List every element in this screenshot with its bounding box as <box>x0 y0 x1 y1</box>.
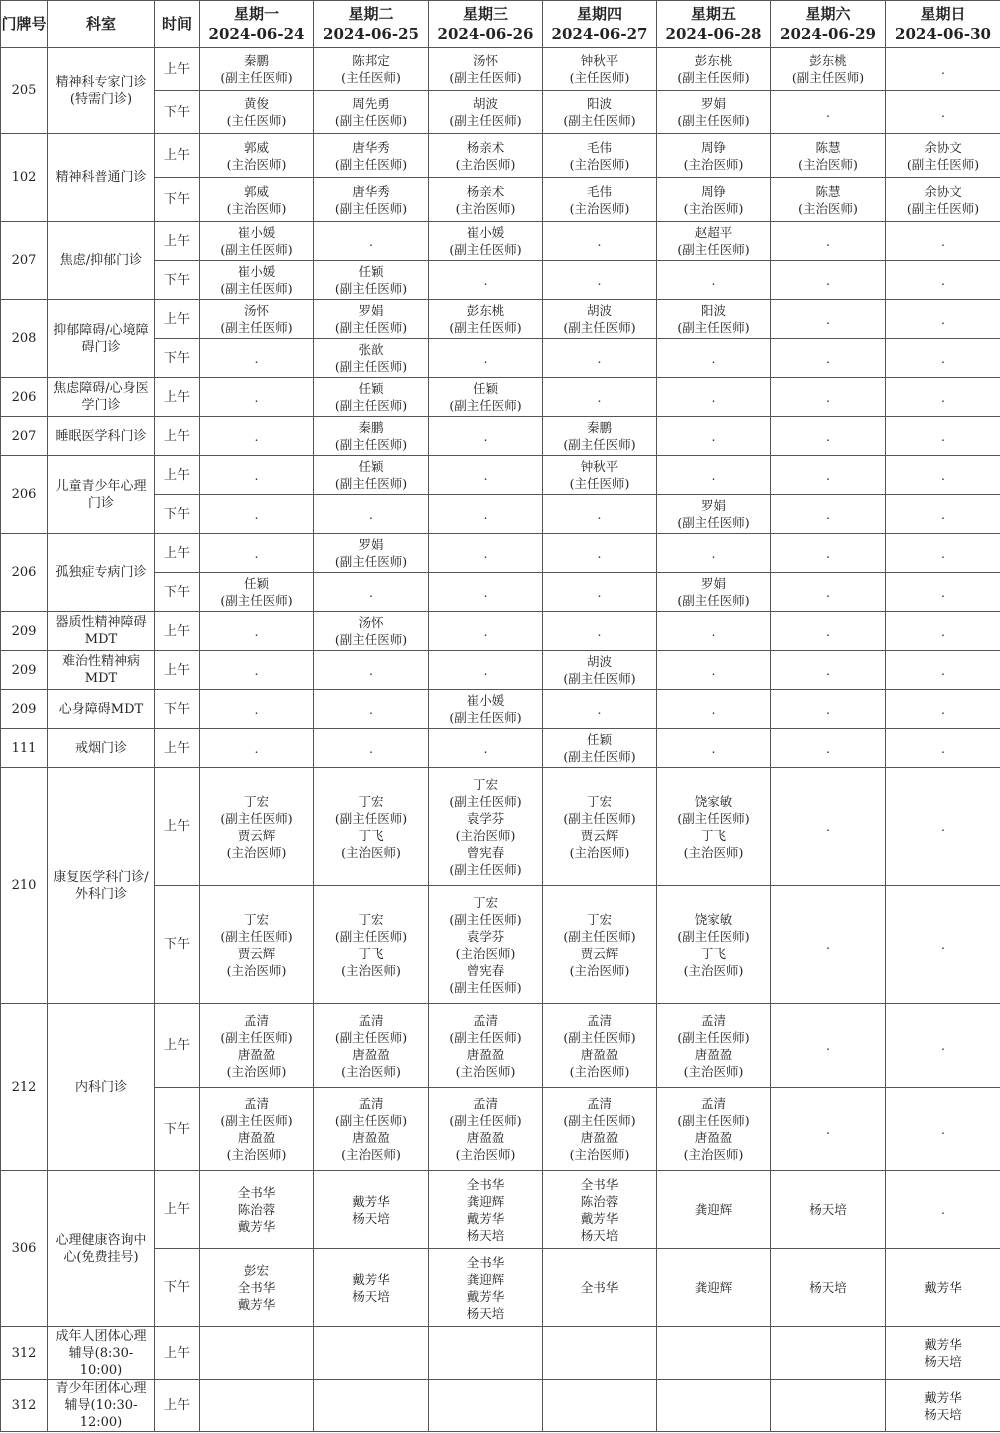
room-number: 207 <box>1 417 48 456</box>
doctor-cell: 孟清 (副主任医师) 唐盈盈 (主治医师) <box>657 1088 771 1171</box>
doctor-cell: . <box>200 495 314 534</box>
doctor-cell: . <box>543 612 657 651</box>
doctor-cell: . <box>771 261 886 300</box>
doctor-cell: 杨亲术 (主治医师) <box>429 178 543 222</box>
doctor-cell <box>657 1327 771 1380</box>
doctor-cell: 唐华秀 (副主任医师) <box>314 134 429 178</box>
room-number: 205 <box>1 48 48 134</box>
day-date: 2024-06-24 <box>208 25 305 43</box>
doctor-cell: . <box>429 261 543 300</box>
department-name: 心身障碍MDT <box>48 690 155 729</box>
room-number: 206 <box>1 534 48 612</box>
doctor-cell: 孟清 (副主任医师) 唐盈盈 (主治医师) <box>429 1088 543 1171</box>
doctor-cell: . <box>771 1088 886 1171</box>
doctor-cell: 汤怀 (副主任医师) <box>314 612 429 651</box>
doctor-cell: . <box>771 456 886 495</box>
doctor-cell: . <box>543 534 657 573</box>
doctor-cell: 唐华秀 (副主任医师) <box>314 178 429 222</box>
department-name: 内科门诊 <box>48 1004 155 1171</box>
doctor-cell: 崔小媛 (副主任医师) <box>429 690 543 729</box>
room-number: 209 <box>1 612 48 651</box>
room-number: 212 <box>1 1004 48 1171</box>
room-number: 207 <box>1 222 48 300</box>
doctor-cell: 阳波 (副主任医师) <box>543 91 657 134</box>
room-number: 208 <box>1 300 48 378</box>
doctor-cell: . <box>200 339 314 378</box>
doctor-cell: 郭威 (主治医师) <box>200 134 314 178</box>
session-time: 上午 <box>155 134 200 178</box>
doctor-cell: 罗娟 (副主任医师) <box>657 495 771 534</box>
doctor-cell: . <box>771 91 886 134</box>
department-name: 青少年团体心理辅导(10:30-12:00) <box>48 1380 155 1432</box>
room-number: 306 <box>1 1171 48 1327</box>
doctor-cell: 罗娟 (副主任医师) <box>314 300 429 339</box>
doctor-cell: 陈邦定 (主任医师) <box>314 48 429 91</box>
doctor-cell: 丁宏 (副主任医师) 贾云辉 (主治医师) <box>543 886 657 1004</box>
header-dept: 科室 <box>48 1 155 48</box>
doctor-cell: . <box>886 1088 1000 1171</box>
session-time: 下午 <box>155 886 200 1004</box>
doctor-cell: . <box>657 690 771 729</box>
session-time: 上午 <box>155 378 200 417</box>
room-number: 206 <box>1 378 48 417</box>
doctor-cell: 全书华 <box>543 1249 657 1327</box>
doctor-cell: . <box>886 729 1000 768</box>
schedule-row <box>1 378 1000 417</box>
department-name: 难治性精神病MDT <box>48 651 155 690</box>
doctor-cell: 全书华 龚迎辉 戴芳华 杨天培 <box>429 1249 543 1327</box>
day-date: 2024-06-26 <box>437 25 534 43</box>
schedule-row <box>1 1327 1000 1380</box>
doctor-cell: . <box>200 378 314 417</box>
doctor-cell <box>314 1327 429 1380</box>
doctor-cell: 杨亲术 (主治医师) <box>429 134 543 178</box>
session-time: 下午 <box>155 495 200 534</box>
doctor-cell: 钟秋平 (主任医师) <box>543 48 657 91</box>
doctor-cell: 丁宏 (副主任医师) 袁学芬 (主治医师) 曾宪春 (副主任医师) <box>429 768 543 886</box>
doctor-cell: 秦鹏 (副主任医师) <box>200 48 314 91</box>
doctor-cell: 任颖 (副主任医师) <box>314 456 429 495</box>
room-number: 209 <box>1 690 48 729</box>
session-time: 下午 <box>155 178 200 222</box>
room-number: 312 <box>1 1327 48 1380</box>
doctor-cell: . <box>886 768 1000 886</box>
doctor-cell: 孟清 (副主任医师) 唐盈盈 (主治医师) <box>543 1088 657 1171</box>
doctor-cell: . <box>543 261 657 300</box>
day-date: 2024-06-28 <box>665 25 762 43</box>
doctor-cell: . <box>771 534 886 573</box>
doctor-cell: 戴芳华 杨天培 <box>314 1171 429 1249</box>
doctor-cell: . <box>429 573 543 612</box>
session-time: 上午 <box>155 534 200 573</box>
doctor-cell: 任颖 (副主任医师) <box>200 573 314 612</box>
schedule-row <box>1 729 1000 768</box>
doctor-cell: . <box>771 495 886 534</box>
doctor-cell: . <box>657 378 771 417</box>
doctor-cell: . <box>886 261 1000 300</box>
session-time: 上午 <box>155 222 200 261</box>
doctor-cell: . <box>771 886 886 1004</box>
doctor-cell: . <box>543 339 657 378</box>
doctor-cell: . <box>886 495 1000 534</box>
doctor-cell: 黄俊 (主任医师) <box>200 91 314 134</box>
doctor-cell: 孟清 (副主任医师) 唐盈盈 (主治医师) <box>543 1004 657 1088</box>
doctor-cell: 崔小媛 (副主任医师) <box>429 222 543 261</box>
doctor-cell: 陈慧 (主治医师) <box>771 134 886 178</box>
doctor-cell: . <box>886 690 1000 729</box>
doctor-cell: 余协文 (副主任医师) <box>886 134 1000 178</box>
doctor-cell: . <box>543 378 657 417</box>
doctor-cell: . <box>771 651 886 690</box>
doctor-cell: . <box>314 222 429 261</box>
doctor-cell: 毛伟 (主治医师) <box>543 134 657 178</box>
doctor-cell: 戴芳华 <box>886 1249 1000 1327</box>
session-time: 上午 <box>155 456 200 495</box>
header-time: 时间 <box>155 1 200 48</box>
doctor-cell: . <box>886 378 1000 417</box>
session-time: 上午 <box>155 651 200 690</box>
schedule-row <box>1 456 1000 495</box>
schedule-row <box>1 690 1000 729</box>
department-name: 焦虑障碍/心身医学门诊 <box>48 378 155 417</box>
schedule-row <box>1 300 1000 339</box>
schedule-body <box>1 48 1000 1432</box>
department-name: 儿童青少年心理门诊 <box>48 456 155 534</box>
doctor-cell: 罗娟 (副主任医师) <box>657 573 771 612</box>
doctor-cell: 丁宏 (副主任医师) 丁飞 (主治医师) <box>314 886 429 1004</box>
doctor-cell: 秦鹏 (副主任医师) <box>314 417 429 456</box>
doctor-cell: . <box>200 456 314 495</box>
doctor-cell: 戴芳华 杨天培 <box>886 1327 1000 1380</box>
schedule-row <box>1 1004 1000 1088</box>
doctor-cell: 汤怀 (副主任医师) <box>200 300 314 339</box>
doctor-cell: 彭宏 全书华 戴芳华 <box>200 1249 314 1327</box>
doctor-cell: 孟清 (副主任医师) 唐盈盈 (主治医师) <box>314 1088 429 1171</box>
day-date: 2024-06-29 <box>780 25 876 43</box>
schedule-row <box>1 651 1000 690</box>
schedule-row <box>1 134 1000 178</box>
doctor-cell: . <box>771 573 886 612</box>
doctor-cell: . <box>429 651 543 690</box>
doctor-cell: 龚迎辉 <box>657 1171 771 1249</box>
day-name: 星期六 <box>805 5 851 23</box>
doctor-cell: . <box>657 339 771 378</box>
room-number: 111 <box>1 729 48 768</box>
doctor-cell: . <box>886 456 1000 495</box>
doctor-cell <box>314 1380 429 1432</box>
department-name: 抑郁障碍/心境障碍门诊 <box>48 300 155 378</box>
doctor-cell: . <box>543 573 657 612</box>
doctor-cell: . <box>200 417 314 456</box>
doctor-cell: 饶家敏 (副主任医师) 丁飞 (主治医师) <box>657 768 771 886</box>
doctor-cell: 全书华 龚迎辉 戴芳华 杨天培 <box>429 1171 543 1249</box>
doctor-cell: 丁宏 (副主任医师) 袁学芬 (主治医师) 曾宪春 (副主任医师) <box>429 886 543 1004</box>
doctor-cell: 崔小媛 (副主任医师) <box>200 261 314 300</box>
day-date: 2024-06-30 <box>895 25 991 43</box>
doctor-cell <box>543 1380 657 1432</box>
doctor-cell <box>543 1327 657 1380</box>
doctor-cell <box>771 1380 886 1432</box>
doctor-cell: . <box>886 300 1000 339</box>
doctor-cell: . <box>886 91 1000 134</box>
doctor-cell: 丁宏 (副主任医师) 贾云辉 (主治医师) <box>200 886 314 1004</box>
doctor-cell: . <box>200 729 314 768</box>
header-day <box>657 1 771 48</box>
department-name: 心理健康咨询中心(免费挂号) <box>48 1171 155 1327</box>
doctor-cell: . <box>314 651 429 690</box>
doctor-cell: 陈慧 (主治医师) <box>771 178 886 222</box>
session-time: 下午 <box>155 261 200 300</box>
doctor-cell: . <box>429 456 543 495</box>
doctor-cell: . <box>771 729 886 768</box>
doctor-cell: 胡波 (副主任医师) <box>543 300 657 339</box>
session-time: 下午 <box>155 91 200 134</box>
schedule-row <box>1 768 1000 886</box>
doctor-cell: 戴芳华 杨天培 <box>886 1380 1000 1432</box>
day-date: 2024-06-25 <box>323 25 419 43</box>
doctor-cell: . <box>429 534 543 573</box>
doctor-cell: 阳波 (副主任医师) <box>657 300 771 339</box>
doctor-cell: 彭东桃 (副主任医师) <box>429 300 543 339</box>
doctor-cell: . <box>886 573 1000 612</box>
doctor-cell <box>200 1327 314 1380</box>
session-time: 下午 <box>155 573 200 612</box>
department-name: 器质性精神障碍MDT <box>48 612 155 651</box>
session-time: 上午 <box>155 1004 200 1088</box>
doctor-cell: 周铮 (主治医师) <box>657 134 771 178</box>
doctor-cell: 周先勇 (副主任医师) <box>314 91 429 134</box>
doctor-cell: 崔小媛 (副主任医师) <box>200 222 314 261</box>
doctor-cell: . <box>771 378 886 417</box>
doctor-cell: 任颖 (副主任医师) <box>429 378 543 417</box>
doctor-cell <box>771 1327 886 1380</box>
header-day <box>771 1 886 48</box>
doctor-cell: 任颖 (副主任医师) <box>314 261 429 300</box>
department-name: 焦虑/抑郁门诊 <box>48 222 155 300</box>
header-day <box>543 1 657 48</box>
doctor-cell: 赵超平 (副主任医师) <box>657 222 771 261</box>
doctor-cell: . <box>886 1004 1000 1088</box>
doctor-cell: . <box>886 222 1000 261</box>
doctor-cell: . <box>429 339 543 378</box>
schedule-row <box>1 612 1000 651</box>
doctor-cell: . <box>657 261 771 300</box>
doctor-cell: . <box>771 417 886 456</box>
doctor-cell <box>429 1327 543 1380</box>
doctor-cell: 任颖 (副主任医师) <box>543 729 657 768</box>
day-date: 2024-06-27 <box>551 25 648 43</box>
doctor-cell: . <box>886 886 1000 1004</box>
doctor-cell <box>657 1380 771 1432</box>
doctor-cell: 张歆 (副主任医师) <box>314 339 429 378</box>
day-name: 星期日 <box>920 5 966 23</box>
doctor-cell: 龚迎辉 <box>657 1249 771 1327</box>
header-room: 门牌号 <box>1 1 48 48</box>
department-name: 精神科专家门诊(特需门诊) <box>48 48 155 134</box>
schedule-row <box>1 534 1000 573</box>
doctor-cell: . <box>657 456 771 495</box>
department-name: 睡眠医学科门诊 <box>48 417 155 456</box>
session-time: 上午 <box>155 612 200 651</box>
doctor-cell: . <box>886 651 1000 690</box>
doctor-cell: 周铮 (主治医师) <box>657 178 771 222</box>
doctor-cell: . <box>429 417 543 456</box>
header-day <box>200 1 314 48</box>
session-time: 下午 <box>155 1249 200 1327</box>
department-name: 康复医学科门诊/外科门诊 <box>48 768 155 1004</box>
doctor-cell: 杨天培 <box>771 1171 886 1249</box>
header-day <box>429 1 543 48</box>
doctor-cell: . <box>200 534 314 573</box>
doctor-cell: . <box>771 768 886 886</box>
doctor-cell: 郭威 (主治医师) <box>200 178 314 222</box>
doctor-cell: 丁宏 (副主任医师) 丁飞 (主治医师) <box>314 768 429 886</box>
doctor-cell: . <box>314 573 429 612</box>
session-time: 上午 <box>155 768 200 886</box>
session-time: 下午 <box>155 690 200 729</box>
doctor-cell: 彭东桃 (副主任医师) <box>657 48 771 91</box>
doctor-cell: . <box>771 612 886 651</box>
header-row <box>1 1 1000 48</box>
doctor-cell: . <box>771 1004 886 1088</box>
doctor-cell: . <box>886 534 1000 573</box>
doctor-cell: . <box>429 729 543 768</box>
doctor-cell: 孟清 (副主任医师) 唐盈盈 (主治医师) <box>200 1004 314 1088</box>
doctor-cell: . <box>886 48 1000 91</box>
doctor-cell: . <box>314 495 429 534</box>
department-name: 戒烟门诊 <box>48 729 155 768</box>
doctor-cell: . <box>771 222 886 261</box>
doctor-cell: 秦鹏 (副主任医师) <box>543 417 657 456</box>
doctor-cell: . <box>657 612 771 651</box>
doctor-cell: . <box>543 690 657 729</box>
doctor-cell: . <box>771 339 886 378</box>
day-name: 星期一 <box>233 5 279 23</box>
room-number: 102 <box>1 134 48 222</box>
department-name: 精神科普通门诊 <box>48 134 155 222</box>
session-time: 下午 <box>155 339 200 378</box>
doctor-cell: . <box>657 534 771 573</box>
room-number: 210 <box>1 768 48 1004</box>
schedule-row <box>1 48 1000 91</box>
day-name: 星期五 <box>690 5 736 23</box>
doctor-cell: 全书华 陈治蓉 戴芳华 杨天培 <box>543 1171 657 1249</box>
department-name: 成年人团体心理辅导(8:30-10:00) <box>48 1327 155 1380</box>
doctor-cell: . <box>200 651 314 690</box>
header-day <box>314 1 429 48</box>
session-time: 上午 <box>155 729 200 768</box>
header-day <box>886 1 1000 48</box>
doctor-cell: . <box>314 729 429 768</box>
doctor-cell: . <box>886 417 1000 456</box>
session-time: 上午 <box>155 1327 200 1380</box>
doctor-cell: . <box>543 222 657 261</box>
doctor-cell: . <box>886 612 1000 651</box>
doctor-cell: 余协文 (副主任医师) <box>886 178 1000 222</box>
room-number: 312 <box>1 1380 48 1432</box>
doctor-cell: . <box>200 612 314 651</box>
doctor-cell: 彭东桃 (副主任医师) <box>771 48 886 91</box>
doctor-cell: . <box>886 1171 1000 1249</box>
doctor-cell: . <box>657 651 771 690</box>
doctor-cell: . <box>429 612 543 651</box>
doctor-cell: 孟清 (副主任医师) 唐盈盈 (主治医师) <box>429 1004 543 1088</box>
session-time: 上午 <box>155 48 200 91</box>
schedule-row <box>1 1171 1000 1249</box>
doctor-cell <box>200 1380 314 1432</box>
doctor-cell: . <box>429 495 543 534</box>
doctor-cell: 胡波 (副主任医师) <box>429 91 543 134</box>
doctor-cell: . <box>314 690 429 729</box>
doctor-cell: 钟秋平 (主任医师) <box>543 456 657 495</box>
session-time: 下午 <box>155 1088 200 1171</box>
doctor-cell: 罗娟 (副主任医师) <box>314 534 429 573</box>
room-number: 209 <box>1 651 48 690</box>
day-name: 星期二 <box>348 5 394 23</box>
schedule-row <box>1 417 1000 456</box>
session-time: 上午 <box>155 417 200 456</box>
doctor-cell: 罗娟 (副主任医师) <box>657 91 771 134</box>
doctor-cell: 胡波 (副主任医师) <box>543 651 657 690</box>
doctor-cell: 毛伟 (主治医师) <box>543 178 657 222</box>
doctor-cell: . <box>771 300 886 339</box>
session-time: 上午 <box>155 1380 200 1432</box>
doctor-cell: 杨天培 <box>771 1249 886 1327</box>
day-name: 星期四 <box>576 5 622 23</box>
session-time: 上午 <box>155 300 200 339</box>
doctor-cell: . <box>543 495 657 534</box>
doctor-cell: . <box>657 729 771 768</box>
doctor-cell: 丁宏 (副主任医师) 贾云辉 (主治医师) <box>200 768 314 886</box>
doctor-cell: 饶家敏 (副主任医师) 丁飞 (主治医师) <box>657 886 771 1004</box>
doctor-cell: 汤怀 (副主任医师) <box>429 48 543 91</box>
doctor-cell: . <box>771 690 886 729</box>
doctor-cell: . <box>200 690 314 729</box>
day-name: 星期三 <box>462 5 508 23</box>
doctor-cell: 孟清 (副主任医师) 唐盈盈 (主治医师) <box>657 1004 771 1088</box>
doctor-cell: 孟清 (副主任医师) 唐盈盈 (主治医师) <box>314 1004 429 1088</box>
doctor-cell: . <box>657 417 771 456</box>
doctor-cell: . <box>886 339 1000 378</box>
doctor-cell: 丁宏 (副主任医师) 贾云辉 (主治医师) <box>543 768 657 886</box>
doctor-cell: 孟清 (副主任医师) 唐盈盈 (主治医师) <box>200 1088 314 1171</box>
doctor-cell: 任颖 (副主任医师) <box>314 378 429 417</box>
doctor-cell: 全书华 陈治蓉 戴芳华 <box>200 1171 314 1249</box>
schedule-row <box>1 1380 1000 1432</box>
doctor-cell <box>429 1380 543 1432</box>
doctor-cell: 戴芳华 杨天培 <box>314 1249 429 1327</box>
room-number: 206 <box>1 456 48 534</box>
schedule-row <box>1 222 1000 261</box>
session-time: 上午 <box>155 1171 200 1249</box>
department-name: 孤独症专病门诊 <box>48 534 155 612</box>
